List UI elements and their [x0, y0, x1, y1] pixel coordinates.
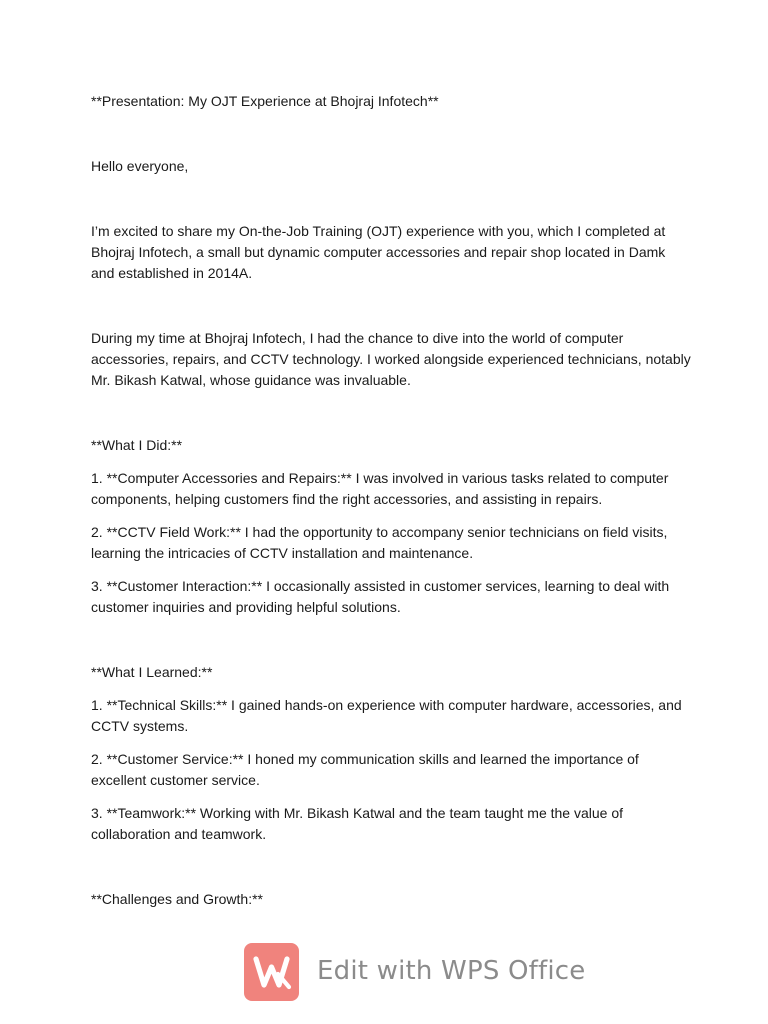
- document-body: [91, 91, 691, 910]
- what-i-learned-item-2: 2. **Customer Service:** I honed my communication skills and learned the importance of excellent customer service.: [91, 751, 639, 788]
- paragraph-spacer: [91, 391, 691, 435]
- what-i-did-item-3: 3. **Customer Interaction:** I occasionally assisted in customer services, learning to deal with customer inquiries and providing helpful solutions.: [91, 578, 670, 615]
- what-i-learned-item-1: 1. **Technical Skills:** I gained hands-on experience with computer hardware, accessories, and CCTV systems.: [91, 697, 682, 734]
- wps-footer-banner[interactable]: [0, 940, 768, 1004]
- paragraph-spacer: [91, 456, 691, 468]
- intro-paragraph: I’m excited to share my On-the-Job Training (OJT) experience with you, which I completed at Bhojraj Infotech, a small but dynamic computer accessories and repair shop located in Damk and established in 2014A.: [91, 223, 666, 281]
- paragraph-spacer: [91, 683, 691, 695]
- wps-office-logo-icon[interactable]: [244, 943, 299, 1001]
- paragraph-spacer: [91, 284, 691, 328]
- experience-paragraph: During my time at Bhojraj Infotech, I had the chance to dive into the world of computer accessories, repairs, and CCTV technology. I worked alongside experienced technicians, notably Mr. Bikash Katwal, whose guidance was invaluable.: [91, 330, 691, 388]
- presentation-title: **Presentation: My OJT Experience at Bhojraj Infotech**: [91, 93, 439, 109]
- paragraph-spacer: [91, 845, 691, 889]
- greeting-line: Hello everyone,: [91, 158, 189, 174]
- paragraph-spacer: [91, 510, 691, 522]
- paragraph-spacer: [91, 618, 691, 662]
- paragraph-spacer: [91, 791, 691, 803]
- what-i-did-heading: **What I Did:**: [91, 437, 183, 453]
- what-i-did-item-1: 1. **Computer Accessories and Repairs:** I was involved in various tasks related to computer components, helping customers find the right accessories, and assisting in repairs.: [91, 470, 669, 507]
- paragraph-spacer: [91, 177, 691, 221]
- paragraph-spacer: [91, 112, 691, 156]
- challenges-heading: **Challenges and Growth:**: [91, 891, 263, 907]
- edit-with-wps-office-link[interactable]: Edit with WPS Office: [317, 956, 586, 986]
- what-i-did-item-2: 2. **CCTV Field Work:** I had the opportunity to accompany senior technicians on field visits, learning the intricacies of CCTV installation and maintenance.: [91, 524, 668, 561]
- paragraph-spacer: [91, 737, 691, 749]
- what-i-learned-heading: **What I Learned:**: [91, 664, 213, 680]
- what-i-learned-item-3: 3. **Teamwork:** Working with Mr. Bikash Katwal and the team taught me the value of collaboration and teamwork.: [91, 805, 623, 842]
- paragraph-spacer: [91, 564, 691, 576]
